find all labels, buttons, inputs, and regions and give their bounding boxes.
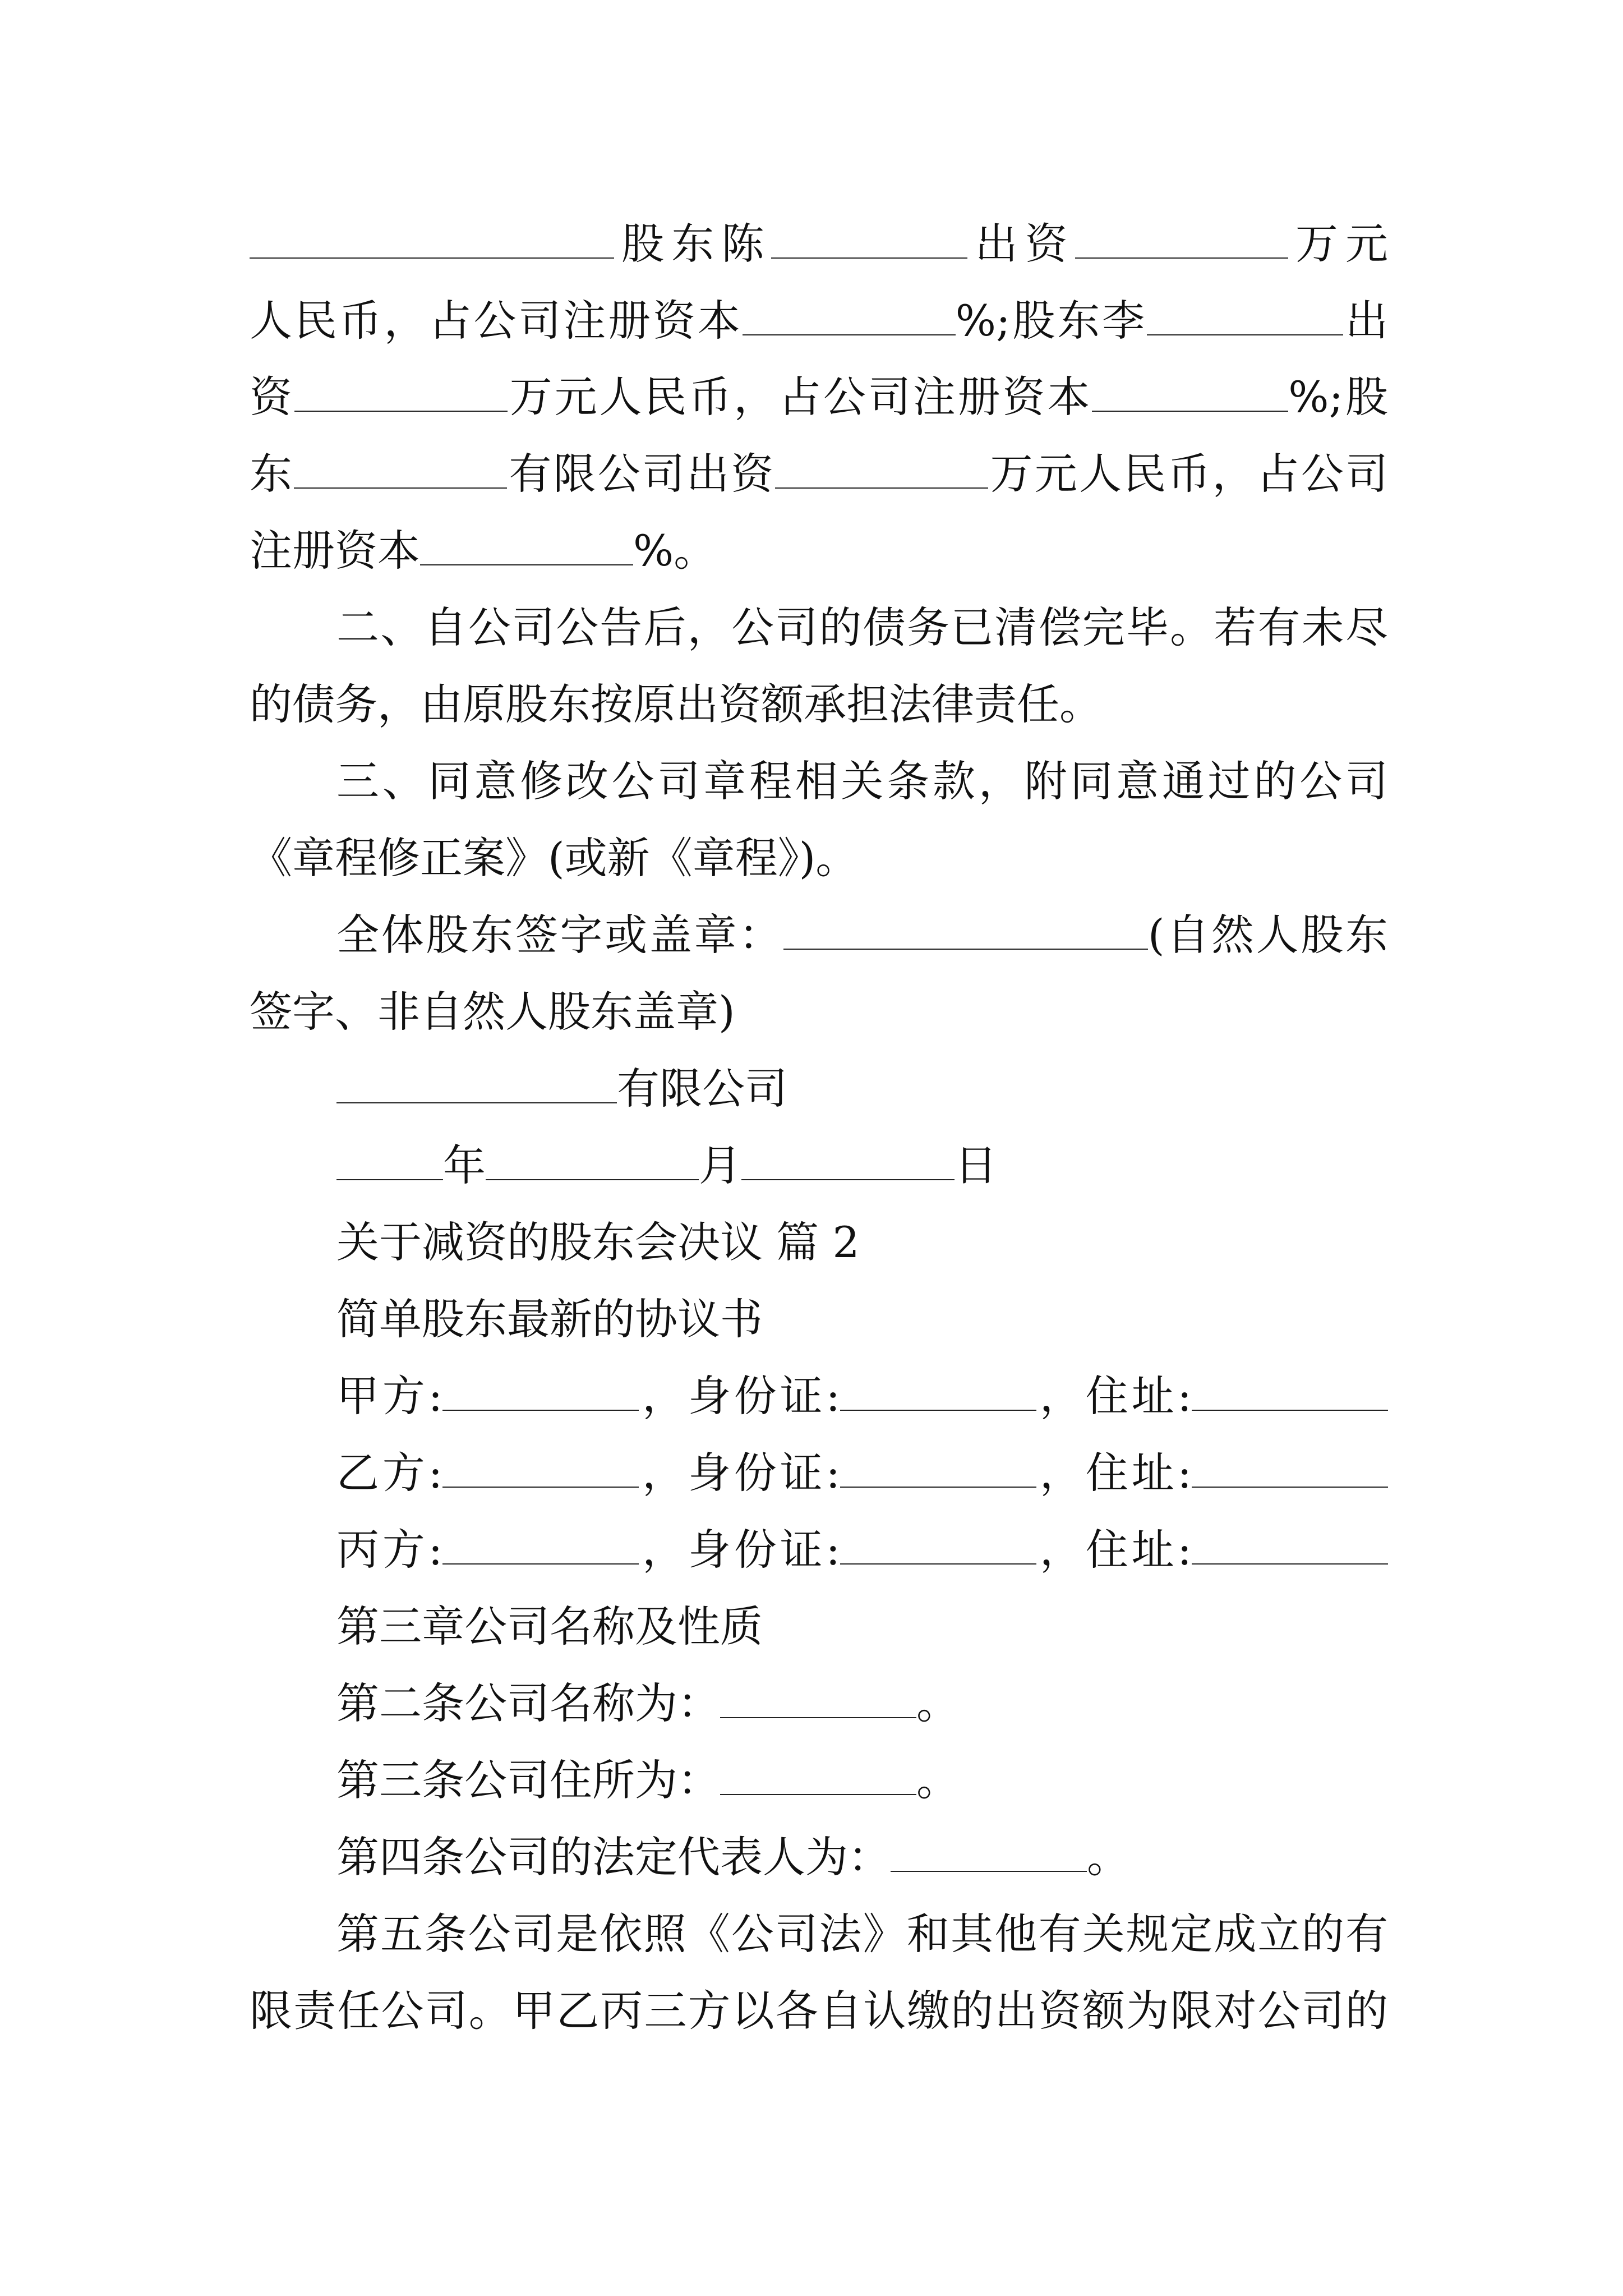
- fill-blank: [294, 371, 508, 412]
- text-segment: %。: [633, 526, 717, 576]
- fill-blank: [720, 1678, 916, 1718]
- fill-blank: [250, 218, 614, 259]
- text-segment: 丙方:: [336, 1525, 443, 1575]
- fill-blank: [743, 295, 956, 335]
- text-segment: 。: [916, 1678, 959, 1728]
- fill-blank: [1192, 1524, 1388, 1565]
- text-segment: 年: [443, 1140, 486, 1190]
- text-segment: %;股: [1288, 372, 1389, 422]
- fill-blank: [1192, 1370, 1388, 1411]
- signature-blank: [783, 909, 1148, 950]
- section-title: 关于减资的股东会决议 篇 2: [336, 1217, 860, 1267]
- fill-blank: [775, 448, 988, 489]
- text-segment: 第四条公司的法定代表人为：: [336, 1832, 891, 1882]
- text-segment: ，身份证:: [639, 1371, 841, 1421]
- fill-blank: [1092, 371, 1288, 412]
- party-line: [336, 1368, 1388, 1424]
- paragraph-line: [250, 523, 1388, 579]
- fill-blank: [1147, 295, 1343, 335]
- fill-blank: [442, 1447, 639, 1488]
- text-segment: 日: [955, 1140, 997, 1190]
- text-segment: 第三条公司住所为：: [336, 1755, 720, 1805]
- text-segment: ，住址:: [1036, 1371, 1192, 1421]
- paragraph-line: 《章程修正案》(或新《章程》)。: [250, 833, 859, 883]
- fill-blank: [840, 1447, 1036, 1488]
- text-segment: 资: [250, 372, 294, 422]
- paragraph-line: [250, 369, 1388, 425]
- fill-blank: [442, 1524, 639, 1565]
- text-segment: 人民币，占公司注册资本: [250, 296, 743, 346]
- text-segment: 第二条公司名称为：: [336, 1678, 720, 1728]
- party-line: [336, 1522, 1388, 1578]
- article-line: [336, 1829, 1388, 1885]
- chapter-heading: 第三章公司名称及性质: [336, 1602, 763, 1651]
- text-segment: ，住址:: [1036, 1525, 1192, 1575]
- fill-blank: [840, 1524, 1036, 1565]
- paragraph-line: [250, 216, 1388, 272]
- paragraph-line: [336, 907, 1388, 963]
- text-segment: 万元人民币，占公司注册资本: [507, 372, 1092, 422]
- text-segment: 万元: [1288, 219, 1389, 269]
- text-segment: (自然人股东: [1147, 910, 1389, 960]
- date-line: [336, 1138, 1388, 1194]
- month-blank: [486, 1140, 699, 1180]
- text-segment: 。: [916, 1755, 959, 1805]
- text-segment: ，身份证:: [639, 1448, 841, 1498]
- fill-blank: [1192, 1447, 1388, 1488]
- company-name-blank: [336, 1063, 617, 1103]
- article-line: [336, 1676, 1388, 1732]
- text-segment: 注册资本: [250, 526, 420, 576]
- text-segment: 甲方:: [336, 1371, 443, 1421]
- text-segment: 全体股东签字或盖章：: [336, 910, 783, 960]
- text-segment: %;股东李: [955, 296, 1147, 346]
- text-segment: 有限公司: [617, 1064, 787, 1114]
- day-blank: [741, 1140, 955, 1180]
- text-segment: 东: [250, 449, 294, 499]
- fill-blank: [720, 1755, 916, 1795]
- paragraph-line: 二、自公司公告后，公司的债务已清偿完毕。若有未尽: [336, 602, 1388, 652]
- fill-blank: [771, 218, 967, 259]
- text-segment: 。: [1087, 1832, 1129, 1882]
- article-line: [336, 1752, 1388, 1809]
- paragraph-line: 第五条公司是依照《公司法》和其他有关规定成立的有: [336, 1909, 1388, 1959]
- year-blank: [336, 1140, 443, 1180]
- fill-blank: [840, 1370, 1036, 1411]
- fill-blank: [294, 448, 507, 489]
- text-segment: 有限公司出资: [507, 449, 776, 499]
- agreement-title: 简单股东最新的协议书: [336, 1294, 763, 1344]
- text-segment: 出资: [967, 219, 1075, 269]
- text-segment: ，身份证:: [639, 1525, 841, 1575]
- paragraph-line: [250, 293, 1388, 349]
- fill-blank: [1075, 218, 1288, 259]
- text-segment: 股东陈: [614, 219, 772, 269]
- fill-blank: [891, 1832, 1087, 1872]
- paragraph-line: 三、同意修改公司章程相关条款，附同意通过的公司: [336, 756, 1388, 806]
- text-segment: 月: [699, 1140, 741, 1190]
- paragraph-line: [250, 446, 1388, 502]
- paragraph-line: 的债务，由原股东按原出资额承担法律责任。: [250, 679, 1102, 729]
- text-segment: 出: [1343, 296, 1389, 346]
- paragraph-line: 签字、非自然人股东盖章): [250, 987, 735, 1037]
- company-line: [336, 1061, 1388, 1117]
- text-segment: 万元人民币，占公司: [988, 449, 1389, 499]
- party-line: [336, 1445, 1388, 1501]
- fill-blank: [420, 525, 633, 565]
- paragraph-line: 限责任公司。甲乙丙三方以各自认缴的出资额为限对公司的: [250, 1986, 1388, 2036]
- text-segment: 乙方:: [336, 1448, 443, 1498]
- fill-blank: [442, 1370, 639, 1411]
- text-segment: ，住址:: [1036, 1448, 1192, 1498]
